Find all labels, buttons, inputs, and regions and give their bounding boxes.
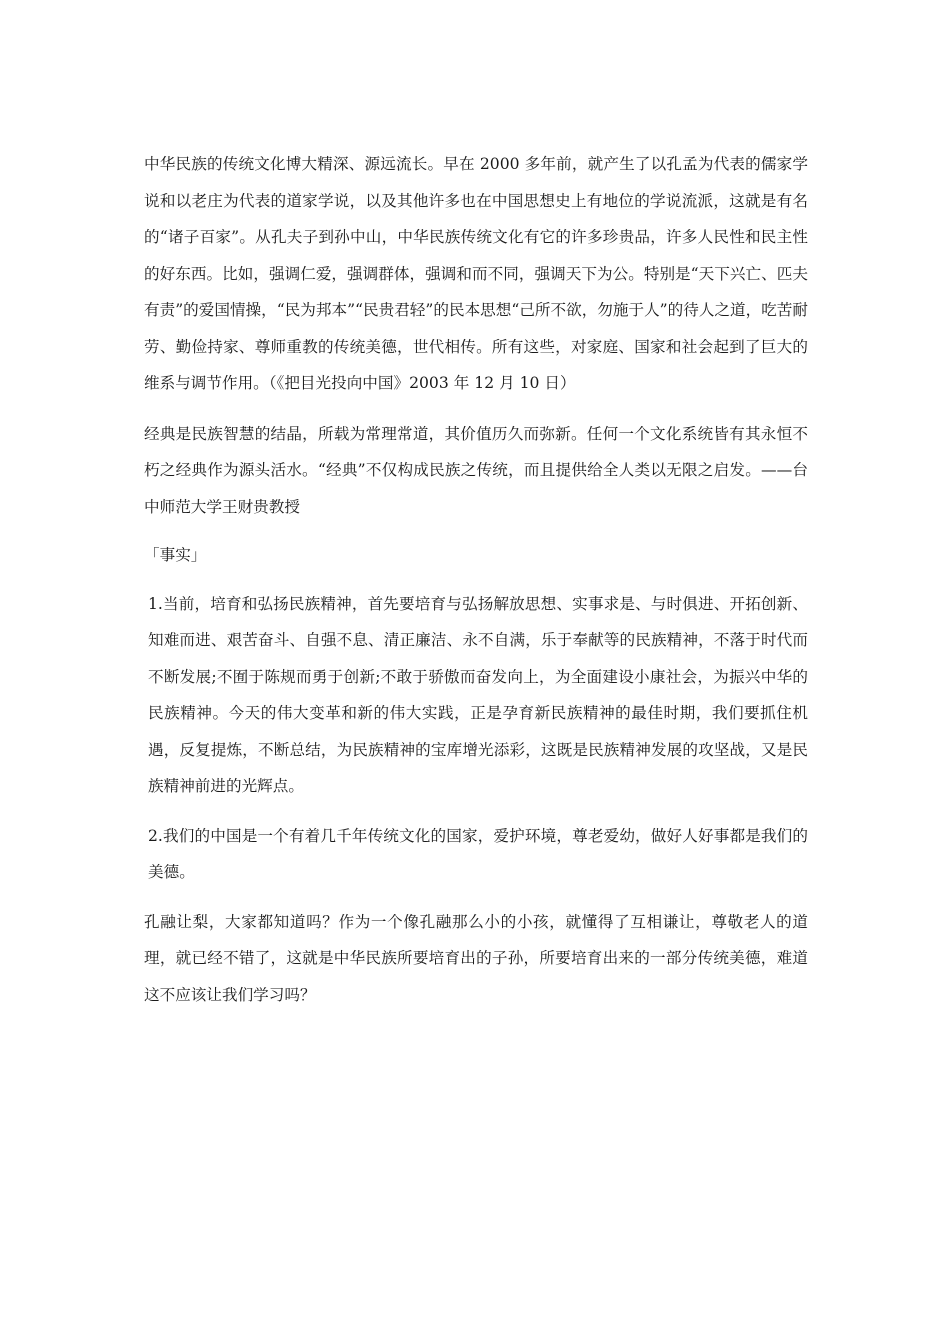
- paragraph-kong-rong: 孔融让梨，大家都知道吗？作为一个像孔融那么小的小孩，就懂得了互相谦让，尊敬老人的道理，就已经不错了，这就是中华民族所要培育出的子孙，所要培育出来的一部分传统美德，难道这不应该让我们学习吗？: [144, 912, 808, 1004]
- paragraph-classics-quote: 经典是民族智慧的结晶，所载为常理常道，其价值历久而弥新。任何一个文化系统皆有其永恒不朽之经典作为源头活水。“经典”不仅构成民族之传统，而且提供给全人类以无限之启发。——台中师范大学王财贵教授: [144, 424, 808, 516]
- paragraph-fact-2: 2.我们的中国是一个有着几千年传统文化的国家，爱护环境，尊老爱幼，做好人好事都是我们的美德。: [148, 826, 808, 881]
- paragraph-traditional-culture: 中华民族的传统文化博大精深、源远流长。早在 2000 多年前，就产生了以孔孟为代表的儒家学说和以老庄为代表的道家学说，以及其他许多也在中国思想史上有地位的学说流派，这就是有名的“诸子百家”。从孔夫子到孙中山，中华民族传统文化有它的许多珍贵品，许多人民性和民主性的好东西。比如，强调仁爱，强调群体，强调和而不同，强调天下为公。特别是“天下兴亡、匹夫有责”的爱国情操，“民为邦本”“民贵君轻”的民本思想“己所不欲，勿施于人”的待人之道，吃苦耐劳、勤俭持家、尊师重教的传统美德，世代相传。所有这些，对家庭、国家和社会起到了巨大的维系与调节作用。（《把目光投向中国》2003 年 12 月 10 日）: [144, 155, 808, 392]
- document-body: [144, 146, 808, 1013]
- paragraph-fact-1: 1.当前，培育和弘扬民族精神，首先要培育与弘扬解放思想、实事求是、与时俱进、开拓创新、知难而进、艰苦奋斗、自强不息、清正廉洁、永不自满，乐于奉献等的民族精神，不落于时代而不断发展;不囿于陈规而勇于创新;不敢于骄傲而奋发向上，为全面建设小康社会，为振兴中华的民族精神。今天的伟大变革和新的伟大实践，正是孕育新民族精神的最佳时期，我们要抓住机遇，反复提炼，不断总结，为民族精神的宝库增光添彩，这既是民族精神发展的攻坚战，又是民族精神前进的光辉点。: [148, 594, 808, 795]
- section-heading-facts: 「事实」: [144, 546, 207, 564]
